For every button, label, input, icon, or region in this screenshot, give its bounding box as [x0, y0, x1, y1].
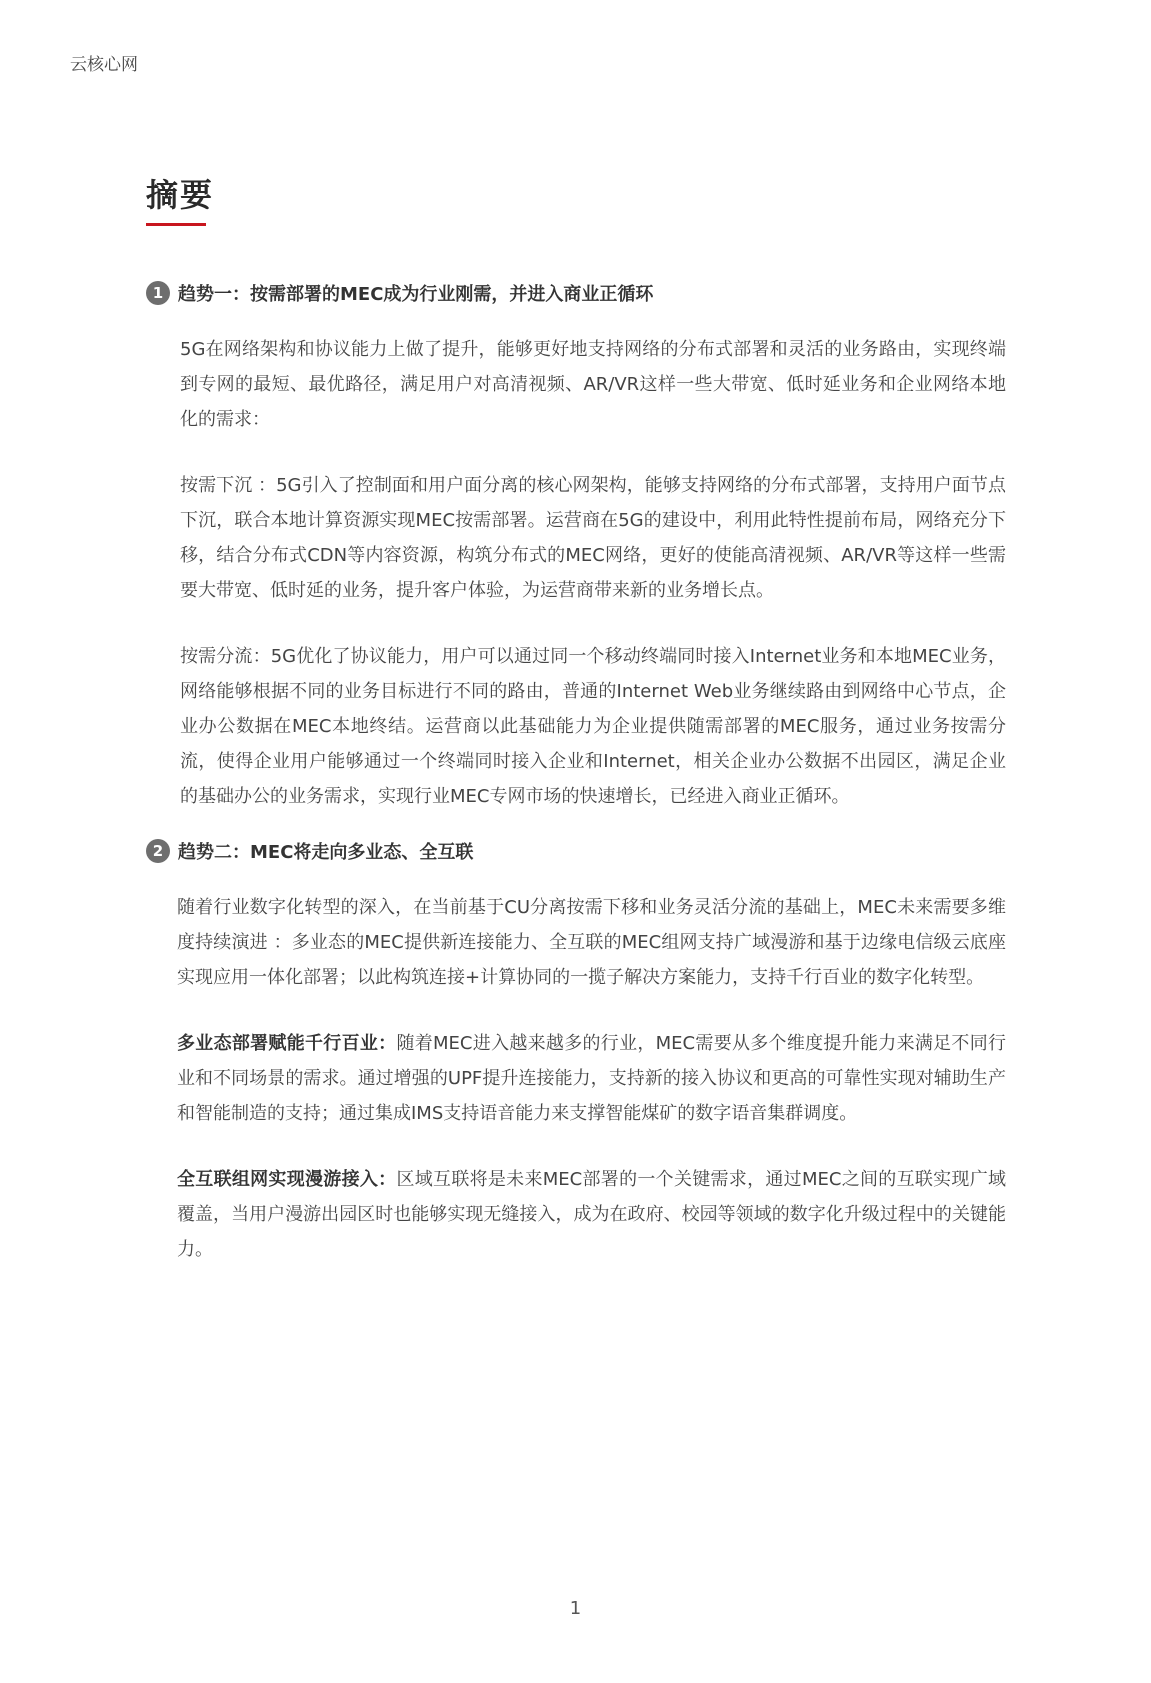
- paragraph-text: 5G在网络架构和协议能力上做了提升，能够更好地支持网络的分布式部署和灵活的业务路由，实现终端到专网的最短、最优路径，满足用户对高清视频、AR/VR这样一些大带宽、低时延业务和企业网络本地化的需求：: [180, 339, 1006, 430]
- section-number-badge: 1: [146, 281, 170, 305]
- section-trend-1: [146, 278, 1006, 814]
- paragraph: [146, 1026, 1006, 1131]
- paragraph-text: 按需分流：5G优化了协议能力，用户可以通过同一个移动终端同时接入Internet业务和本地MEC业务，网络能够根据不同的业务目标进行不同的路由，普通的Internet Web业务继续路由到网络中心节点，企业办公数据在MEC本地终结。运营商以此基础能力为企业提供随需部署的MEC服务，通过业务按需分流，使得企业用户能够通过一个终端同时接入企业和Internet，相关企业办公数据不出园区，满足企业的基础办公的业务需求，实现行业MEC专网市场的快速增长，已经进入商业正循环。: [180, 646, 1006, 807]
- paragraph-text: 随着MEC进入越来越多的行业，MEC需要从多个维度提升能力来满足不同行业和不同场景的需求。通过增强的UPF提升连接能力，支持新的接入协议和更高的可靠性实现对辅助生产和智能制造的支持；通过集成IMS支持语音能力来支撑智能煤矿的数字语音集群调度。: [177, 1033, 1006, 1124]
- section-heading-text: 趋势一：按需部署的MEC成为行业刚需，并进入商业正循环: [178, 284, 654, 305]
- paragraph: [146, 1162, 1006, 1267]
- paragraph-text: 随着行业数字化转型的深入，在当前基于CU分离按需下移和业务灵活分流的基础上，MEC未来需要多维度持续演进 ：多业态的MEC提供新连接能力、全互联的MEC组网支持广域漫游和基于边缘电信级云底座实现应用一体化部署；以此构筑连接+计算协同的一揽子解决方案能力，支持千行百业的数字化转型。: [177, 897, 1006, 988]
- document-header-label: 云核心网: [70, 55, 138, 75]
- paragraph: [146, 332, 1006, 437]
- page-number: 1: [569, 1598, 582, 1619]
- abstract-content: [146, 278, 1006, 1267]
- section-heading-text: 趋势二：MEC将走向多业态、全互联: [178, 842, 474, 863]
- paragraph: [146, 468, 1006, 608]
- section-heading: [146, 278, 1006, 308]
- section-heading: [146, 836, 1006, 866]
- section-number-badge: 2: [146, 839, 170, 863]
- paragraph: [146, 639, 1006, 814]
- paragraph-text: 区域互联将是未来MEC部署的一个关键需求，通过MEC之间的互联实现广域覆盖，当用户漫游出园区时也能够实现无缝接入，成为在政府、校园等领域的数字化升级过程中的关键能力。: [177, 1169, 1006, 1260]
- paragraph-lead: 全互联组网实现漫游接入：: [177, 1169, 397, 1190]
- paragraph-text: 按需下沉 ：5G引入了控制面和用户面分离的核心网架构，能够支持网络的分布式部署，支持用户面节点下沉，联合本地计算资源实现MEC按需部署。运营商在5G的建设中，利用此特性提前布局，网络充分下移，结合分布式CDN等内容资源，构筑分布式的MEC网络，更好的使能高清视频、AR/VR等这样一些需要大带宽、低时延的业务，提升客户体验，为运营商带来新的业务增长点。: [180, 475, 1006, 601]
- title-underline: [146, 223, 206, 226]
- section-trend-2: [146, 836, 1006, 1267]
- paragraph-lead: 多业态部署赋能千行百业：: [177, 1033, 397, 1054]
- paragraph: [146, 890, 1006, 995]
- page-title: 摘要: [146, 176, 215, 214]
